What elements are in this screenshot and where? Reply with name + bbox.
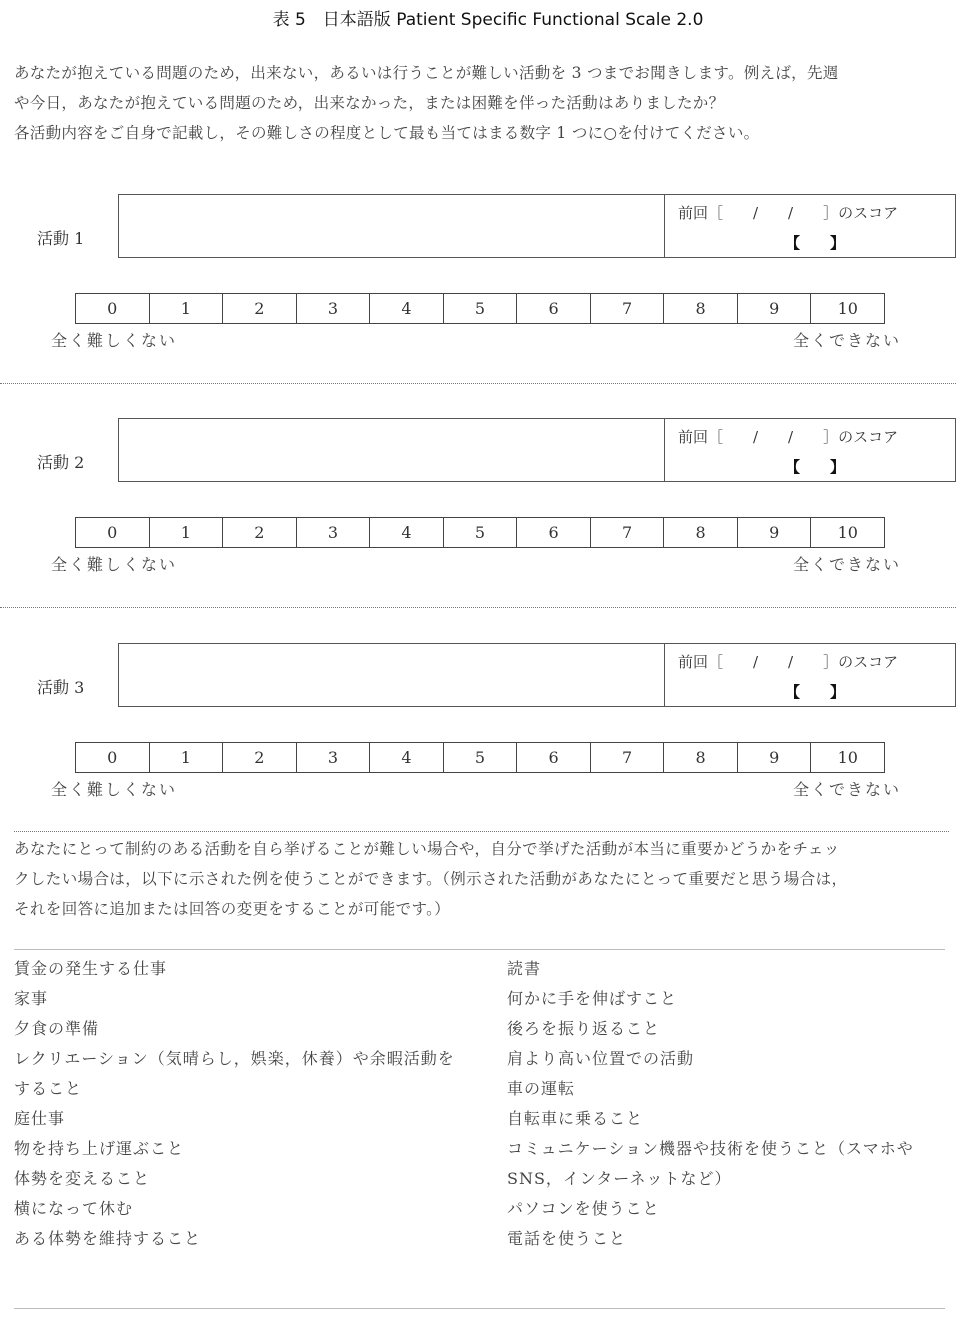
scale-option[interactable]: 9 xyxy=(738,294,812,323)
difficulty-scale xyxy=(75,293,885,324)
example-item: ある体勢を維持すること xyxy=(14,1229,202,1248)
example-item: 物を持ち上げ運ぶこと xyxy=(14,1139,185,1158)
scale-option[interactable]: 8 xyxy=(664,743,738,772)
previous-score-panel xyxy=(664,644,956,706)
scale-option[interactable]: 4 xyxy=(370,518,444,547)
example-item: 自転車に乗ること xyxy=(507,1109,644,1128)
activity-box xyxy=(118,194,956,258)
example-item: 体勢を変えること xyxy=(14,1169,151,1188)
previous-score-panel xyxy=(664,195,956,257)
scale-option[interactable]: 3 xyxy=(297,518,371,547)
intro-line: あなたが抱えている問題のため，出来ない，あるいは行うことが難しい活動を 3 つまでお聞きします。例えば，先週 xyxy=(14,64,839,82)
scale-option[interactable]: 7 xyxy=(591,518,665,547)
scale-left-anchor: 全く難しくない xyxy=(51,331,178,350)
scale-option[interactable]: 7 xyxy=(591,743,665,772)
scale-option[interactable]: 7 xyxy=(591,294,665,323)
activity-label: 活動 2 xyxy=(37,453,85,472)
example-item: パソコンを使うこと xyxy=(507,1199,660,1218)
scale-right-anchor: 全くできない xyxy=(793,555,902,574)
activity-description-field[interactable] xyxy=(119,644,664,706)
scale-option[interactable]: 1 xyxy=(150,743,224,772)
scale-option[interactable]: 10 xyxy=(837,299,858,318)
examples-bottom-rule xyxy=(14,1308,945,1309)
activity-box xyxy=(118,643,956,707)
scale-option[interactable]: 6 xyxy=(517,518,591,547)
example-item: 夕食の準備 xyxy=(14,1019,100,1038)
activity-label: 活動 3 xyxy=(37,678,85,697)
note-line: それを回答に追加または回答の変更をすることが可能です。） xyxy=(14,900,451,918)
previous-date-label[interactable]: 前回［ / / ］のスコア xyxy=(678,428,899,446)
example-item: 庭仕事 xyxy=(14,1109,66,1128)
example-item: 賃金の発生する仕事 xyxy=(14,959,168,978)
scale-option[interactable]: 1 xyxy=(150,518,224,547)
activity-description-field[interactable] xyxy=(119,195,664,257)
activity-section-3 xyxy=(0,643,976,843)
scale-option[interactable]: 9 xyxy=(738,518,812,547)
note-line: あなたにとって制約のある活動を自ら挙げることが難しい場合や，自分で挙げた活動が本当に重要かどうかをチェッ xyxy=(14,840,840,858)
section-divider xyxy=(14,831,949,832)
example-item: 横になって休む xyxy=(14,1199,134,1218)
activity-description-field[interactable] xyxy=(119,419,664,481)
section-divider xyxy=(0,607,956,608)
scale-option[interactable]: 4 xyxy=(370,294,444,323)
scale-option[interactable]: 0 xyxy=(76,518,150,547)
scale-option[interactable]: 2 xyxy=(223,518,297,547)
scale-left-anchor: 全く難しくない xyxy=(51,780,178,799)
example-item: 読書 xyxy=(507,959,542,978)
scale-option[interactable]: 6 xyxy=(517,743,591,772)
example-item: レクリエーション（気晴らし，娯楽，休養）や余暇活動を xyxy=(14,1049,455,1068)
scale-left-anchor: 全く難しくない xyxy=(51,555,178,574)
previous-date-label[interactable]: 前回［ / / ］のスコア xyxy=(678,653,899,671)
example-item: 肩より高い位置での活動 xyxy=(507,1049,695,1068)
activity-box xyxy=(118,418,956,482)
intro-line: 各活動内容をご自身で記載し，その難しさの程度として最も当てはまる数字 1 つに○を付けてください。 xyxy=(14,124,760,142)
scale-option[interactable]: 4 xyxy=(370,743,444,772)
scale-option[interactable]: 5 xyxy=(444,743,518,772)
example-item: 後ろを振り返ること xyxy=(507,1019,661,1038)
scale-option[interactable]: 10 xyxy=(837,523,858,542)
scale-option[interactable]: 3 xyxy=(297,743,371,772)
previous-score-field[interactable]: 【 】 xyxy=(785,683,846,701)
previous-score-field[interactable]: 【 】 xyxy=(785,234,846,252)
scale-option[interactable]: 1 xyxy=(150,294,224,323)
example-item: コミュニケーション機器や技術を使うこと（スマホや xyxy=(507,1139,914,1158)
scale-option[interactable]: 9 xyxy=(738,743,812,772)
activity-section-2 xyxy=(0,418,976,618)
examples-top-rule xyxy=(14,949,945,950)
scale-option[interactable]: 2 xyxy=(223,743,297,772)
example-item: すること xyxy=(14,1079,83,1098)
examples-list-right xyxy=(507,954,914,1254)
scale-option[interactable]: 10 xyxy=(837,748,858,767)
previous-score-field[interactable]: 【 】 xyxy=(785,458,846,476)
intro-line: や今日，あなたが抱えている問題のため，出来なかった，または困難を伴った活動はありましたか？ xyxy=(14,94,725,112)
scale-option[interactable]: 5 xyxy=(444,518,518,547)
previous-score-panel xyxy=(664,419,956,481)
scale-option[interactable]: 6 xyxy=(517,294,591,323)
difficulty-scale xyxy=(75,517,885,548)
activity-section-1 xyxy=(0,194,976,394)
page-title: 表 5 日本語版 Patient Specific Functional Scale 2.0 xyxy=(272,10,704,30)
example-item: 家事 xyxy=(14,989,49,1008)
activity-label: 活動 1 xyxy=(37,229,85,248)
scale-option[interactable]: 8 xyxy=(664,518,738,547)
scale-option[interactable]: 5 xyxy=(444,294,518,323)
difficulty-scale xyxy=(75,742,885,773)
scale-option[interactable]: 0 xyxy=(76,294,150,323)
example-item: 車の運転 xyxy=(507,1079,576,1098)
section-divider xyxy=(0,383,956,384)
scale-option[interactable]: 8 xyxy=(664,294,738,323)
previous-date-label[interactable]: 前回［ / / ］のスコア xyxy=(678,204,899,222)
scale-right-anchor: 全くできない xyxy=(793,780,902,799)
example-item: SNS，インターネットなど） xyxy=(507,1169,732,1188)
note-line: クしたい場合は，以下に示された例を使うことができます。（例示された活動があなたにとって重要だと思う場合は， xyxy=(14,870,848,888)
scale-right-anchor: 全くできない xyxy=(793,331,902,350)
scale-option[interactable]: 0 xyxy=(76,743,150,772)
intro-text xyxy=(14,58,964,148)
examples-list-left xyxy=(14,954,455,1254)
examples-note xyxy=(14,834,959,924)
scale-option[interactable]: 3 xyxy=(297,294,371,323)
scale-option[interactable]: 2 xyxy=(223,294,297,323)
example-item: 電話を使うこと xyxy=(507,1229,627,1248)
example-item: 何かに手を伸ばすこと xyxy=(507,989,678,1008)
